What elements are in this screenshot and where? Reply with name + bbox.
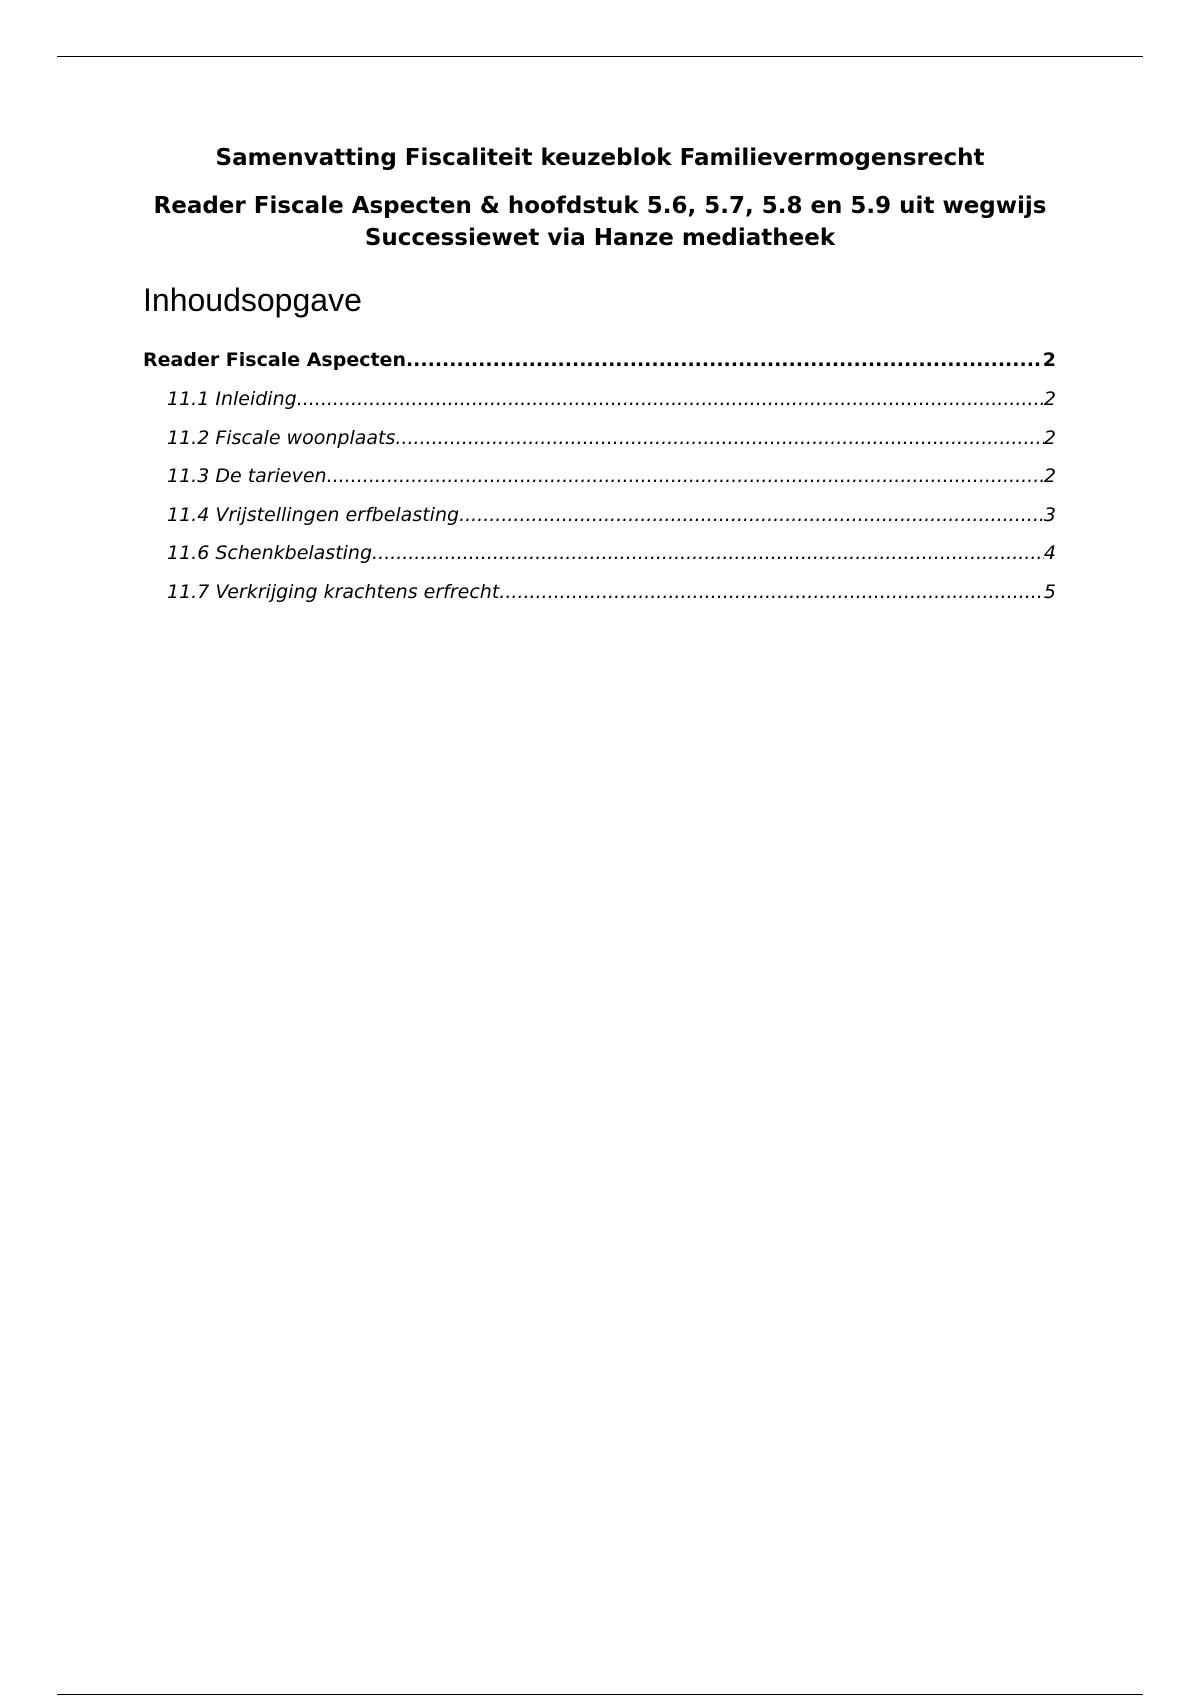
toc-entry-page: 3 <box>1043 503 1056 526</box>
toc-entry-label: 11.2 Fiscale woonplaats <box>167 426 396 449</box>
toc-heading: Inhoudsopgave <box>143 282 362 318</box>
toc-entry[interactable] <box>143 573 1056 612</box>
toc-dot-leader <box>327 457 1044 496</box>
toc-dot-leader <box>372 534 1044 573</box>
toc-entry-label: Reader Fiscale Aspecten <box>143 349 406 371</box>
toc-entry-page: 2 <box>1042 349 1056 371</box>
toc-dot-leader <box>297 380 1044 419</box>
toc-entry[interactable] <box>143 380 1056 419</box>
toc-entry[interactable] <box>143 534 1056 573</box>
toc-entry-page: 2 <box>1043 388 1056 410</box>
toc-entry-label: 11.4 Vrijstellingen erfbelasting <box>167 503 460 526</box>
toc-entry[interactable] <box>143 496 1056 535</box>
toc-entry-label: 11.7 Verkrijging krachtens erfrecht <box>167 580 500 603</box>
toc-dot-leader <box>499 573 1044 612</box>
document-subtitle: Reader Fiscale Aspecten & hoofdstuk 5.6, 5.7, 5.8 en 5.9 uit wegwijs Successiewet via Hanze mediatheek <box>153 193 1047 251</box>
toc-dot-leader <box>459 496 1044 535</box>
document-title: Samenvatting Fiscaliteit keuzeblok Familievermogensrecht <box>215 145 985 171</box>
header-rule <box>57 56 1143 57</box>
toc-entry[interactable] <box>143 340 1056 380</box>
toc-dot-leader <box>406 340 1043 380</box>
toc-entry-page: 2 <box>1043 426 1056 449</box>
toc-dot-leader <box>395 419 1044 458</box>
toc-entry-page: 5 <box>1043 580 1056 603</box>
toc-entry[interactable] <box>143 457 1056 496</box>
toc-entry-page: 4 <box>1043 542 1056 564</box>
table-of-contents <box>143 340 1056 611</box>
toc-entry-label: 11.1 Inleiding <box>167 388 297 410</box>
toc-entry[interactable] <box>143 419 1056 458</box>
toc-entry-label: 11.3 De tarieven <box>167 465 327 487</box>
footer-rule <box>57 1694 1143 1695</box>
toc-entry-page: 2 <box>1043 465 1056 487</box>
toc-entry-label: 11.6 Schenkbelasting <box>167 542 373 564</box>
